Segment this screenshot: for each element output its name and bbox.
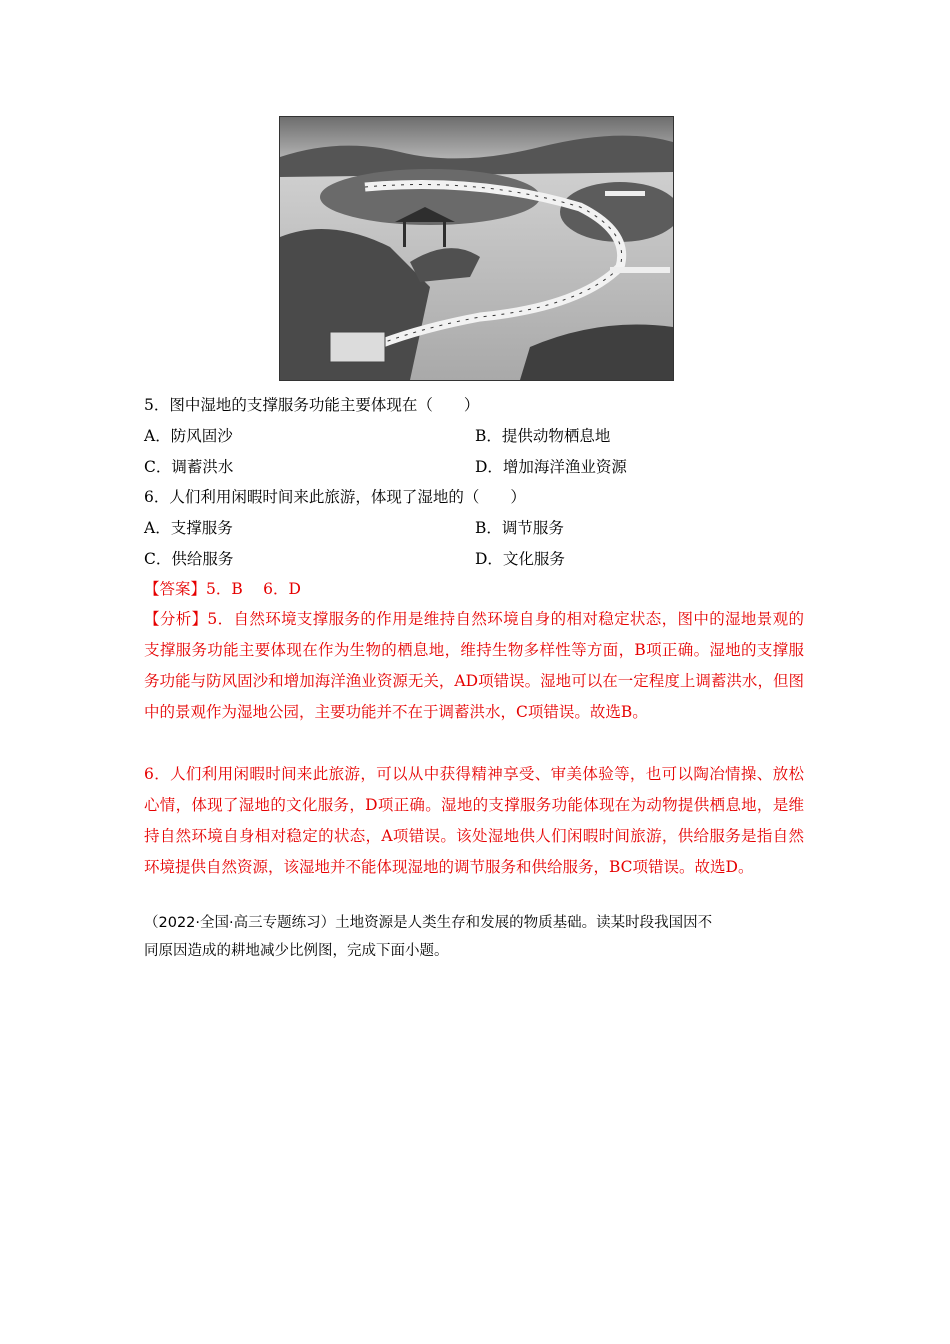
question-6-option-d: D．文化服务 bbox=[475, 550, 565, 568]
wetland-boardwalk-illustration bbox=[280, 117, 673, 380]
next-question-source-line-1: （2022·全国·高三专题练习）土地资源是人类生存和发展的物质基础。读某时段我国因不 bbox=[144, 915, 713, 931]
question-5-stem: 5．图中湿地的支撑服务功能主要体现在（ ） bbox=[144, 396, 480, 414]
wetland-park-photo bbox=[279, 116, 674, 381]
question-6-option-b: B．调节服务 bbox=[475, 519, 564, 537]
question-6-stem: 6．人们利用闲暇时间来此旅游，体现了湿地的（ ） bbox=[144, 488, 526, 506]
question-5-option-a: A．防风固沙 bbox=[144, 427, 233, 445]
answer-line: 【答案】5．B 6．D bbox=[144, 580, 301, 598]
question-5-option-c: C．调蓄洪水 bbox=[144, 458, 234, 476]
question-6-option-a: A．支撑服务 bbox=[144, 519, 233, 537]
question-5-option-d: D．增加海洋渔业资源 bbox=[475, 458, 627, 476]
question-5-option-b: B．提供动物栖息地 bbox=[475, 427, 611, 445]
next-question-source-line-2: 同原因造成的耕地减少比例图，完成下面小题。 bbox=[144, 943, 449, 959]
analysis-question-5: 【分析】5．自然环境支撑服务的作用是维持自然环境自身的相对稳定状态，图中的湿地景观的支撑服务功能主要体现在作为生物的栖息地，维持生物多样性等方面，B项正确。湿地的支撑服务功能与防风固沙和增加海洋渔业资源无关，AD项错误。湿地可以在一定程度上调蓄洪水，但图中的景观作为湿地公园，主要功能并不在于调蓄洪水，C项错误。故选B。 bbox=[144, 610, 804, 721]
analysis-question-6: 6．人们利用闲暇时间来此旅游，可以从中获得精神享受、审美体验等，也可以陶冶情操、放松心情，体现了湿地的文化服务，D项正确。湿地的支撑服务功能体现在为动物提供栖息地，是维持自然环境自身相对稳定的状态，A项错误。该处湿地供人们闲暇时间旅游，供给服务是指自然环境提供自然资源，该湿地并不能体现湿地的调节服务和供给服务，BC项错误。故选D。 bbox=[144, 765, 804, 876]
question-6-option-c: C．供给服务 bbox=[144, 550, 234, 568]
